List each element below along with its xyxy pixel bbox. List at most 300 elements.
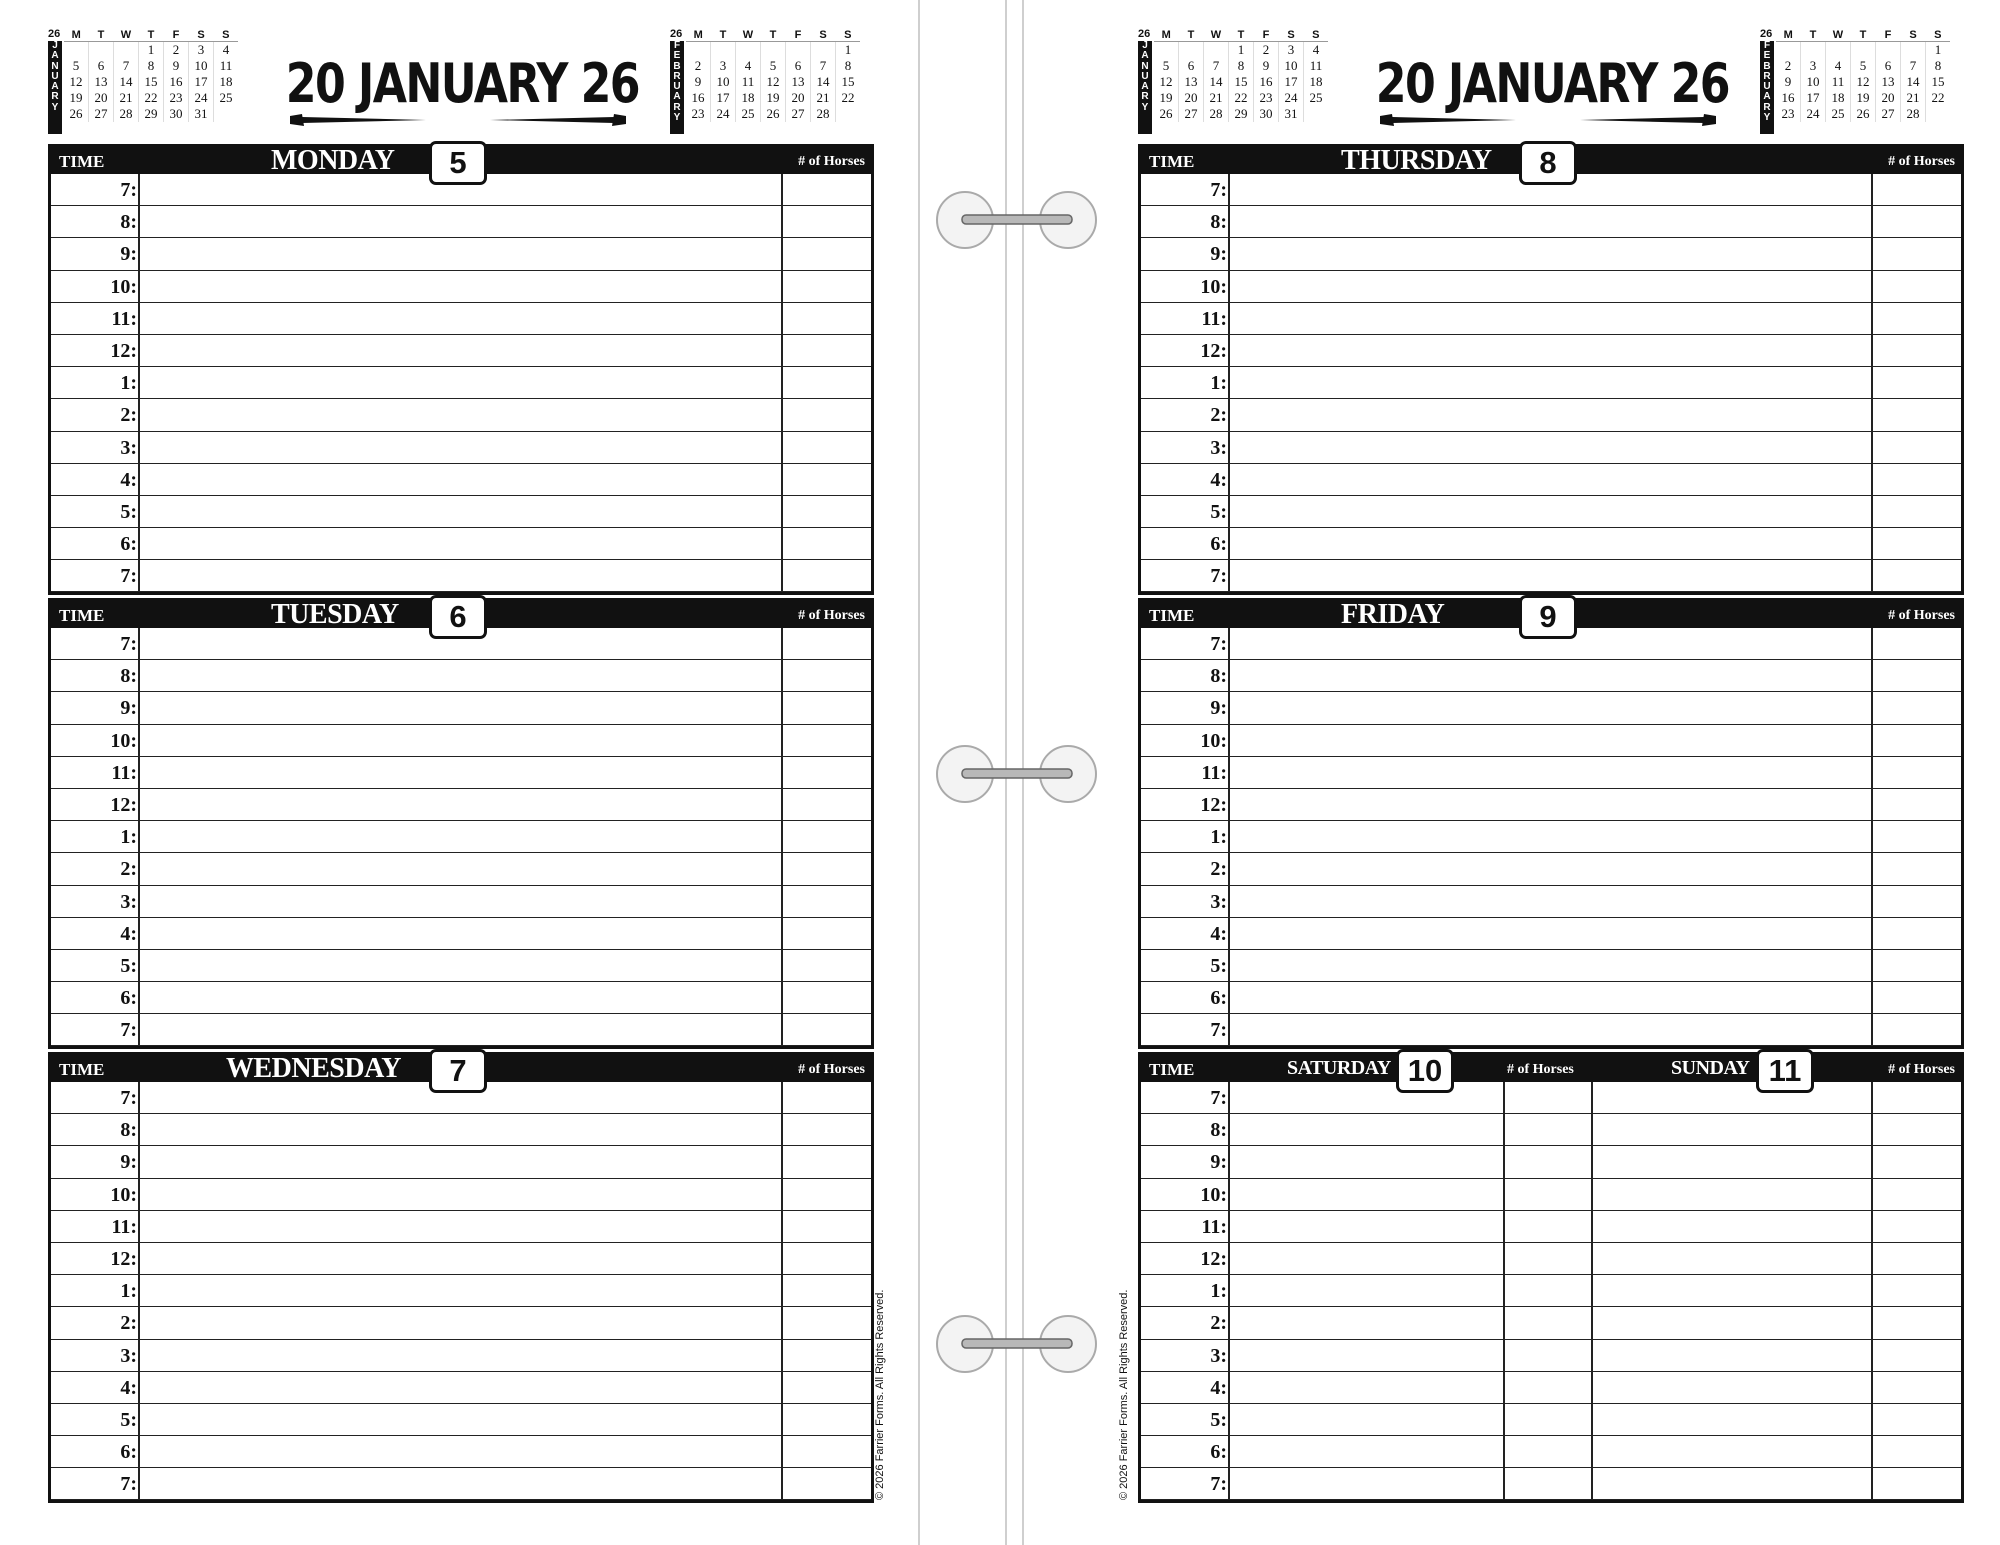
weekday-header: T <box>711 28 736 42</box>
weekday-header: S <box>1304 28 1329 42</box>
calendar-date <box>1304 106 1329 122</box>
time-row[interactable] <box>51 271 871 303</box>
time-label: 10: <box>110 275 137 298</box>
horses-column-header: # of Horses <box>798 154 865 169</box>
time-row[interactable] <box>51 886 871 918</box>
time-row[interactable] <box>51 1404 871 1436</box>
time-row[interactable] <box>1141 1307 1961 1339</box>
calendar-date: 1 <box>1229 42 1254 59</box>
time-row[interactable] <box>51 335 871 367</box>
day-header-bar <box>51 1052 871 1088</box>
calendar-date: 23 <box>686 106 711 122</box>
weekday-header: T <box>761 28 786 42</box>
time-row[interactable] <box>51 1275 871 1307</box>
time-row[interactable] <box>51 367 871 399</box>
column-divider <box>1503 1082 1505 1500</box>
time-row[interactable] <box>51 725 871 757</box>
time-rows <box>1141 174 1961 592</box>
time-label: 7: <box>120 179 137 201</box>
time-label: 3: <box>1210 890 1227 913</box>
time-column-header: TIME <box>59 152 105 171</box>
mini-calendar-year: 26 <box>1760 28 1773 40</box>
time-label: 9: <box>120 243 137 266</box>
calendar-date: 28 <box>1901 106 1926 122</box>
calendar-date <box>1901 42 1926 59</box>
calendar-date: 5 <box>64 58 89 74</box>
time-row[interactable] <box>1141 1404 1961 1436</box>
calendar-date <box>711 42 736 59</box>
time-row[interactable] <box>51 1082 871 1114</box>
time-row[interactable] <box>51 464 871 496</box>
time-label: 8: <box>120 665 137 688</box>
calendar-date: 30 <box>1254 106 1279 122</box>
time-label: 11: <box>111 761 137 784</box>
calendar-date: 20 <box>1179 90 1204 106</box>
weekday-header: W <box>1204 28 1229 42</box>
calendar-date: 2 <box>686 58 711 74</box>
calendar-date: 20 <box>1876 90 1901 106</box>
time-row[interactable] <box>51 982 871 1014</box>
weekday-header: F <box>164 28 189 42</box>
time-label: 9: <box>1210 243 1227 266</box>
time-row[interactable] <box>1141 789 1961 821</box>
calendar-date: 27 <box>1179 106 1204 122</box>
weekday-header: T <box>1229 28 1254 42</box>
day-number-badge: 9 <box>1519 595 1577 639</box>
calendar-date <box>1826 42 1851 59</box>
calendar-date: 21 <box>1901 90 1926 106</box>
calendar-date <box>1179 42 1204 59</box>
column-divider <box>1871 1082 1873 1500</box>
time-rows <box>51 628 871 1046</box>
time-label: 4: <box>1210 468 1227 491</box>
calendar-date: 31 <box>189 106 214 122</box>
time-row[interactable] <box>1141 464 1961 496</box>
calendar-date: 12 <box>761 74 786 90</box>
calendar-date: 21 <box>114 90 139 106</box>
calendar-date: 1 <box>1934 42 1942 57</box>
calendar-date: 16 <box>164 74 189 90</box>
time-row[interactable] <box>1141 1146 1961 1178</box>
time-row[interactable] <box>1141 1114 1961 1146</box>
calendar-date: 19 <box>64 90 89 106</box>
calendar-date: 5 <box>761 58 786 74</box>
calendar-date: 10 <box>189 58 214 74</box>
calendar-date: 11 <box>1826 74 1851 90</box>
time-row[interactable] <box>1141 950 1961 982</box>
time-row[interactable] <box>1141 367 1961 399</box>
time-row[interactable] <box>51 174 871 206</box>
calendar-date: 20 <box>786 90 811 106</box>
time-label: 7: <box>1210 633 1227 655</box>
day-number-badge: 8 <box>1519 141 1577 185</box>
month-label-vertical: J A N U A R Y <box>1138 41 1152 134</box>
time-label: 7: <box>120 633 137 655</box>
time-row[interactable] <box>51 1307 871 1339</box>
time-row[interactable] <box>1141 206 1961 238</box>
weekday-header: T <box>89 28 114 42</box>
month-label-vertical: F E B R U A R Y <box>670 41 684 134</box>
time-row[interactable] <box>51 528 871 560</box>
weekday-header: W <box>736 28 761 42</box>
calendar-date: 11 <box>736 74 761 90</box>
calendar-date: 7 <box>1204 58 1229 74</box>
time-row[interactable] <box>51 1179 871 1211</box>
time-row[interactable] <box>1141 853 1961 885</box>
mini-calendar-year: 26 <box>1138 28 1151 40</box>
time-row[interactable] <box>1141 692 1961 724</box>
calendar-date: 10 <box>711 74 736 90</box>
weekday-header: M <box>1154 28 1179 42</box>
time-label: 7: <box>1210 1473 1227 1496</box>
time-row[interactable] <box>1141 821 1961 853</box>
time-row[interactable] <box>51 496 871 528</box>
calendar-date: 10 <box>1801 74 1826 90</box>
day-schedule-table <box>48 1052 874 1503</box>
column-divider <box>1228 1082 1230 1500</box>
time-column-header: TIME <box>1149 606 1195 625</box>
time-label: 3: <box>1210 1344 1227 1367</box>
horseshoe-nail-icon <box>290 114 426 126</box>
time-row[interactable] <box>51 628 871 660</box>
time-row[interactable] <box>51 206 871 238</box>
calendar-date: 16 <box>686 90 711 106</box>
time-label: 7: <box>1210 1087 1227 1109</box>
calendar-date <box>1926 106 1951 122</box>
time-label: 7: <box>120 1019 137 1042</box>
calendar-date <box>1204 42 1229 59</box>
calendar-date <box>114 42 139 59</box>
time-row[interactable] <box>51 1468 871 1500</box>
time-row[interactable] <box>51 238 871 270</box>
day-schedule-table <box>1138 598 1964 1049</box>
time-row[interactable] <box>1141 271 1961 303</box>
time-row[interactable] <box>51 692 871 724</box>
time-row[interactable] <box>1141 982 1961 1014</box>
calendar-date: 3 <box>1279 42 1304 59</box>
calendar-date: 23 <box>1776 106 1801 122</box>
time-rows <box>51 1082 871 1500</box>
column-divider <box>1591 1082 1593 1500</box>
column-divider <box>781 1082 783 1500</box>
time-label: 12: <box>1200 793 1227 816</box>
calendar-date: 26 <box>1154 106 1179 122</box>
time-row[interactable] <box>1141 1468 1961 1500</box>
column-divider <box>138 1082 140 1500</box>
weekday-header: T <box>1179 28 1204 42</box>
calendar-date <box>811 42 836 59</box>
weekday-header: T <box>139 28 164 42</box>
calendar-date: 25 <box>736 106 761 122</box>
day-number-badge: 11 <box>1756 1049 1814 1093</box>
time-row[interactable] <box>51 1146 871 1178</box>
calendar-date: 22 <box>1229 90 1254 106</box>
column-divider <box>1228 174 1230 592</box>
time-label: 4: <box>120 468 137 491</box>
time-row[interactable] <box>1141 918 1961 950</box>
time-row[interactable] <box>1141 399 1961 431</box>
time-row[interactable] <box>51 1436 871 1468</box>
time-label: 1: <box>1210 372 1227 395</box>
time-label: 1: <box>1210 1280 1227 1303</box>
weekend-schedule-table <box>1138 1052 1964 1503</box>
time-label: 10: <box>1200 729 1227 752</box>
time-row[interactable] <box>1141 1082 1961 1114</box>
time-rows <box>1141 628 1961 1046</box>
weekday-header: S <box>836 28 861 42</box>
time-row[interactable] <box>1141 660 1961 692</box>
day-header-bar <box>1141 1052 1961 1088</box>
day-name: FRIDAY <box>1341 599 1445 630</box>
calendar-date <box>786 42 811 59</box>
time-label: 1: <box>120 372 137 395</box>
calendar-date: 26 <box>1851 106 1876 122</box>
horses-column-header: # of Horses <box>1888 608 1955 623</box>
weekday-header: M <box>1776 28 1801 42</box>
calendar-date <box>214 106 239 122</box>
time-label: 6: <box>1210 987 1227 1010</box>
time-row[interactable] <box>1141 757 1961 789</box>
horses-column-header: # of Horses <box>1507 1062 1574 1077</box>
time-row[interactable] <box>51 1014 871 1046</box>
mini-calendar-grid <box>1776 28 1950 122</box>
time-row[interactable] <box>1141 628 1961 660</box>
calendar-date: 27 <box>89 106 114 122</box>
time-row[interactable] <box>1141 528 1961 560</box>
time-row[interactable] <box>1141 1372 1961 1404</box>
time-row[interactable] <box>1141 238 1961 270</box>
calendar-date: 25 <box>1826 106 1851 122</box>
calendar-date: 17 <box>1279 74 1304 90</box>
time-row[interactable] <box>1141 303 1961 335</box>
calendar-date: 15 <box>1229 74 1254 90</box>
calendar-date: 19 <box>1154 90 1179 106</box>
time-label: 11: <box>1201 307 1227 330</box>
time-row[interactable] <box>51 303 871 335</box>
time-row[interactable] <box>1141 174 1961 206</box>
calendar-date: 23 <box>1254 90 1279 106</box>
time-column-header: TIME <box>59 606 105 625</box>
time-row[interactable] <box>51 1372 871 1404</box>
column-divider <box>138 174 140 592</box>
weekday-header: T <box>1801 28 1826 42</box>
day-header-bar <box>51 598 871 634</box>
calendar-date: 1 <box>139 42 164 59</box>
calendar-date: 4 <box>1826 58 1851 74</box>
copyright-notice: © 2026 Farrier Forms. All Rights Reserved. <box>1118 1289 1130 1500</box>
time-rows <box>1141 1082 1961 1500</box>
time-row[interactable] <box>1141 886 1961 918</box>
day-schedule-table <box>48 598 874 1049</box>
calendar-date: 2 <box>164 42 189 59</box>
weekday-header: T <box>1851 28 1876 42</box>
horseshoe-nail-icon <box>1380 114 1516 126</box>
calendar-date: 18 <box>1309 74 1323 89</box>
time-label: 5: <box>1210 1408 1227 1431</box>
calendar-date: 9 <box>686 74 711 90</box>
calendar-date: 24 <box>1801 106 1826 122</box>
time-row[interactable] <box>1141 432 1961 464</box>
calendar-date: 17 <box>189 74 214 90</box>
time-row[interactable] <box>1141 1275 1961 1307</box>
calendar-date <box>1776 42 1801 59</box>
time-label: 11: <box>1201 1215 1227 1238</box>
time-column-header: TIME <box>1149 1060 1195 1079</box>
binder-ring-top <box>920 190 1110 250</box>
weekday-header: S <box>189 28 214 42</box>
calendar-date: 1 <box>844 42 852 57</box>
calendar-date: 20 <box>89 90 114 106</box>
time-label: 2: <box>1210 404 1227 427</box>
calendar-date: 6 <box>1179 58 1204 74</box>
weekday-header: M <box>64 28 89 42</box>
calendar-date: 14 <box>1204 74 1229 90</box>
column-divider <box>1871 174 1873 592</box>
calendar-date: 18 <box>219 74 233 89</box>
calendar-date: 8 <box>844 58 852 73</box>
calendar-date: 14 <box>114 74 139 90</box>
calendar-date: 11 <box>1309 58 1323 73</box>
time-row[interactable] <box>51 1243 871 1275</box>
calendar-date: 27 <box>786 106 811 122</box>
time-label: 2: <box>120 1312 137 1335</box>
time-label: 9: <box>120 697 137 720</box>
time-label: 4: <box>120 922 137 945</box>
month-label-vertical: J A N U A R Y <box>48 41 62 134</box>
time-row[interactable] <box>51 853 871 885</box>
time-label: 8: <box>1210 665 1227 688</box>
day-number-badge: 6 <box>429 595 487 639</box>
time-row[interactable] <box>51 1211 871 1243</box>
time-label: 6: <box>1210 1441 1227 1464</box>
time-row[interactable] <box>51 950 871 982</box>
time-row[interactable] <box>1141 1436 1961 1468</box>
calendar-date: 23 <box>164 90 189 106</box>
horses-column-header: # of Horses <box>798 1062 865 1077</box>
time-row[interactable] <box>51 660 871 692</box>
horses-column-header: # of Horses <box>1888 154 1955 169</box>
time-label: 7: <box>120 1087 137 1109</box>
calendar-date: 22 <box>841 90 855 105</box>
calendar-date: 28 <box>114 106 139 122</box>
column-divider <box>1228 628 1230 1046</box>
time-label: 5: <box>120 500 137 523</box>
day-header-bar <box>1141 144 1961 180</box>
mini-calendar-year: 26 <box>48 28 61 40</box>
time-row[interactable] <box>1141 1211 1961 1243</box>
time-row[interactable] <box>51 757 871 789</box>
calendar-date: 10 <box>1279 58 1304 74</box>
time-row[interactable] <box>1141 335 1961 367</box>
weekday-header: W <box>114 28 139 42</box>
day-name: THURSDAY <box>1341 145 1492 176</box>
time-row[interactable] <box>51 1114 871 1146</box>
time-label: 1: <box>120 826 137 849</box>
time-label: 7: <box>120 565 137 588</box>
time-row[interactable] <box>1141 725 1961 757</box>
horses-column-header: # of Horses <box>798 608 865 623</box>
time-label: 2: <box>120 404 137 427</box>
calendar-date: 24 <box>711 106 736 122</box>
time-label: 8: <box>1210 1119 1227 1142</box>
weekday-header: F <box>786 28 811 42</box>
calendar-date: 4 <box>736 58 761 74</box>
horseshoe-nail-icon <box>1580 114 1716 126</box>
time-row[interactable] <box>1141 560 1961 592</box>
time-row[interactable] <box>51 560 871 592</box>
calendar-date <box>761 42 786 59</box>
calendar-date: 11 <box>219 58 233 73</box>
calendar-date: 28 <box>811 106 836 122</box>
time-row[interactable] <box>1141 1340 1961 1372</box>
time-column-header: TIME <box>1149 152 1195 171</box>
calendar-date: 22 <box>1931 90 1945 105</box>
time-label: 9: <box>1210 697 1227 720</box>
time-label: 12: <box>1200 1247 1227 1270</box>
day-schedule-table <box>48 144 874 595</box>
time-rows <box>51 174 871 592</box>
weekday-header: S <box>1926 28 1951 42</box>
calendar-date: 13 <box>1179 74 1204 90</box>
calendar-date: 9 <box>1776 74 1801 90</box>
calendar-date: 14 <box>1901 74 1926 90</box>
calendar-date: 3 <box>189 42 214 59</box>
weekday-header: S <box>811 28 836 42</box>
day-name: WEDNESDAY <box>226 1053 401 1084</box>
calendar-date: 14 <box>811 74 836 90</box>
horseshoe-nail-icon <box>490 114 626 126</box>
calendar-date: 25 <box>219 90 233 105</box>
calendar-date: 15 <box>139 74 164 90</box>
mini-calendar-year: 26 <box>670 28 683 40</box>
calendar-date: 28 <box>1204 106 1229 122</box>
time-row[interactable] <box>1141 1014 1961 1046</box>
time-label: 4: <box>120 1376 137 1399</box>
time-label: 1: <box>120 1280 137 1303</box>
time-row[interactable] <box>51 1340 871 1372</box>
time-label: 12: <box>110 793 137 816</box>
day-name: SUNDAY <box>1671 1057 1750 1079</box>
weekday-header: W <box>1826 28 1851 42</box>
mini-calendar-january <box>48 28 238 134</box>
time-label: 12: <box>1200 339 1227 362</box>
mini-calendar-grid <box>64 28 238 122</box>
time-row[interactable] <box>51 821 871 853</box>
calendar-date <box>1876 42 1901 59</box>
time-row[interactable] <box>51 789 871 821</box>
time-label: 1: <box>1210 826 1227 849</box>
time-row[interactable] <box>1141 496 1961 528</box>
time-row[interactable] <box>51 399 871 431</box>
time-row[interactable] <box>51 918 871 950</box>
time-row[interactable] <box>1141 1179 1961 1211</box>
time-label: 10: <box>1200 275 1227 298</box>
calendar-date: 2 <box>1254 42 1279 59</box>
calendar-date: 30 <box>164 106 189 122</box>
calendar-date: 27 <box>1876 106 1901 122</box>
time-label: 7: <box>1210 565 1227 588</box>
mini-calendar-grid <box>1154 28 1328 122</box>
calendar-date: 7 <box>1901 58 1926 74</box>
time-label: 2: <box>1210 1312 1227 1335</box>
calendar-date: 16 <box>1254 74 1279 90</box>
weekday-header: S <box>214 28 239 42</box>
time-row[interactable] <box>51 432 871 464</box>
time-row[interactable] <box>1141 1243 1961 1275</box>
time-label: 7: <box>1210 1019 1227 1042</box>
weekday-header: F <box>1254 28 1279 42</box>
calendar-date: 8 <box>1229 58 1254 74</box>
